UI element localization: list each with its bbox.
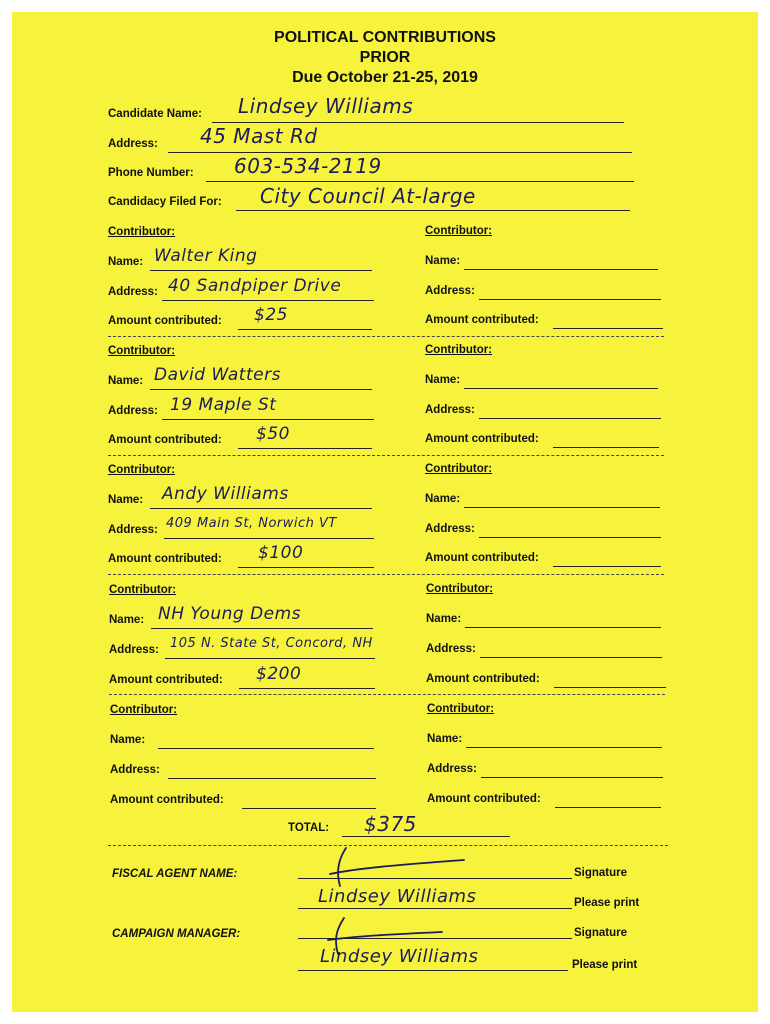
- contributor-address-line: [165, 658, 375, 659]
- contributor-address-value[interactable]: 409 Main St, Norwich VT: [166, 516, 337, 531]
- candidacy-filed-line: [236, 210, 630, 211]
- amount-label: Amount contributed:: [110, 794, 224, 806]
- contributor-address-line: [168, 778, 376, 779]
- amount-line: [238, 329, 372, 330]
- contributor-heading-right: Contributor:: [425, 463, 493, 475]
- contributor-heading-left: Contributor:: [108, 226, 176, 238]
- contributor-name-line: [464, 269, 658, 270]
- total-value[interactable]: $375: [364, 812, 417, 836]
- total-line: [342, 836, 510, 837]
- amount-value[interactable]: $25: [254, 305, 288, 325]
- campaign-print-name[interactable]: Lindsey Williams: [320, 946, 479, 967]
- contributor-address-label: Address:: [427, 763, 477, 775]
- contributor-address-value[interactable]: 105 N. State St, Concord, NH: [170, 636, 373, 651]
- contributor-address-line: [479, 299, 661, 300]
- contributor-name-label: Name:: [425, 255, 461, 267]
- fiscal-signature-caption: Signature: [574, 867, 628, 879]
- campaign-manager-label: CAMPAIGN MANAGER:: [112, 928, 241, 940]
- contributor-name-label: Name:: [425, 493, 461, 505]
- contributor-name-label: Name:: [426, 613, 462, 625]
- contributor-name-value[interactable]: NH Young Dems: [158, 604, 302, 624]
- fiscal-print-caption: Please print: [574, 897, 640, 909]
- contributor-name-line: [466, 747, 662, 748]
- contributor-name-label: Name:: [108, 375, 144, 387]
- amount-line: [242, 808, 376, 809]
- contributor-heading-left: Contributor:: [110, 704, 178, 716]
- contributor-address-label: Address:: [425, 285, 475, 297]
- contributor-name-line: [464, 388, 658, 389]
- contributor-name-line: [150, 508, 372, 509]
- contributor-address-label: Address:: [426, 643, 476, 655]
- contributor-heading-left: Contributor:: [109, 584, 177, 596]
- contributor-name-value[interactable]: Andy Williams: [162, 484, 289, 504]
- contributor-address-label: Address:: [108, 286, 158, 298]
- contributor-name-line: [151, 628, 373, 629]
- candidate-name-label: Candidate Name:: [108, 108, 202, 120]
- fiscal-print-name[interactable]: Lindsey Williams: [318, 886, 477, 907]
- campaign-print-line: [298, 970, 568, 971]
- amount-value[interactable]: $200: [256, 664, 302, 684]
- contributor-heading-right: Contributor:: [427, 703, 495, 715]
- amount-label: Amount contributed:: [425, 314, 539, 326]
- contributor-address-line: [479, 537, 661, 538]
- due-date: Due October 21-25, 2019: [292, 69, 478, 86]
- campaign-signature-caption: Signature: [574, 927, 628, 939]
- phone-line: [206, 181, 634, 182]
- contributor-address-line: [162, 419, 374, 420]
- contributor-name-line: [150, 270, 372, 271]
- contributor-address-line: [162, 300, 374, 301]
- contributor-heading-right: Contributor:: [426, 583, 494, 595]
- contributor-address-line: [480, 657, 662, 658]
- contribution-form: [12, 12, 758, 1012]
- contributor-address-label: Address:: [108, 405, 158, 417]
- amount-label: Amount contributed:: [108, 553, 222, 565]
- section-divider: [108, 455, 664, 456]
- contributor-name-label: Name:: [427, 733, 463, 745]
- fiscal-print-line: [298, 908, 572, 909]
- contributor-address-line: [481, 777, 663, 778]
- contributor-name-line: [150, 389, 372, 390]
- contributor-address-line: [479, 418, 661, 419]
- amount-label: Amount contributed:: [108, 434, 222, 446]
- contributor-name-line: [464, 507, 660, 508]
- contributor-name-label: Name:: [108, 494, 144, 506]
- amount-line: [553, 566, 661, 567]
- contributor-name-value[interactable]: David Watters: [154, 365, 281, 385]
- contributor-name-label: Name:: [110, 734, 146, 746]
- total-label: TOTAL:: [288, 822, 330, 834]
- contributor-address-value[interactable]: 40 Sandpiper Drive: [168, 276, 342, 296]
- candidate-name-value[interactable]: Lindsey Williams: [238, 94, 414, 118]
- fiscal-signature-mark: [318, 844, 468, 888]
- contributor-name-line: [465, 627, 661, 628]
- amount-line: [238, 567, 374, 568]
- contributor-heading-right: Contributor:: [425, 225, 493, 237]
- amount-label: Amount contributed:: [109, 674, 223, 686]
- contributor-address-label: Address:: [110, 764, 160, 776]
- contributor-heading-right: Contributor:: [425, 344, 493, 356]
- contributor-heading-left: Contributor:: [108, 464, 176, 476]
- amount-line: [553, 447, 659, 448]
- phone-label: Phone Number:: [108, 167, 194, 179]
- contributor-address-label: Address:: [425, 523, 475, 535]
- contributor-address-line: [164, 538, 374, 539]
- fiscal-agent-label: FISCAL AGENT NAME:: [112, 868, 238, 880]
- amount-label: Amount contributed:: [425, 552, 539, 564]
- amount-label: Amount contributed:: [425, 433, 539, 445]
- section-divider: [109, 694, 665, 695]
- amount-line: [555, 807, 661, 808]
- amount-label: Amount contributed:: [108, 315, 222, 327]
- contributor-address-label: Address:: [109, 644, 159, 656]
- candidacy-filed-label: Candidacy Filed For:: [108, 196, 222, 208]
- amount-value[interactable]: $100: [258, 543, 304, 563]
- campaign-print-caption: Please print: [572, 959, 638, 971]
- candidate-name-line: [212, 122, 624, 123]
- phone-value[interactable]: 603-534-2119: [234, 154, 382, 178]
- amount-line: [554, 687, 666, 688]
- candidacy-filed-value[interactable]: City Council At-large: [260, 184, 476, 208]
- contributor-name-label: Name:: [425, 374, 461, 386]
- contributor-name-label: Name:: [108, 256, 144, 268]
- section-divider: [108, 574, 664, 575]
- form-subtitle: PRIOR: [359, 49, 411, 66]
- contributor-name-line: [158, 748, 374, 749]
- amount-label: Amount contributed:: [426, 673, 540, 685]
- contributor-address-value[interactable]: 19 Maple St: [170, 395, 277, 415]
- candidate-address-label: Address:: [108, 138, 158, 150]
- amount-label: Amount contributed:: [427, 793, 541, 805]
- amount-line: [238, 448, 372, 449]
- contributor-name-value[interactable]: Walter King: [154, 246, 258, 266]
- contributor-address-label: Address:: [425, 404, 475, 416]
- form-title: POLITICAL CONTRIBUTIONS: [274, 29, 496, 46]
- amount-value[interactable]: $50: [256, 424, 290, 444]
- contributor-name-label: Name:: [109, 614, 145, 626]
- contributor-address-label: Address:: [108, 524, 158, 536]
- candidate-address-value[interactable]: 45 Mast Rd: [200, 124, 318, 148]
- candidate-address-line: [168, 152, 632, 153]
- amount-line: [239, 688, 375, 689]
- amount-line: [553, 328, 663, 329]
- section-divider: [108, 336, 664, 337]
- contributor-heading-left: Contributor:: [108, 345, 176, 357]
